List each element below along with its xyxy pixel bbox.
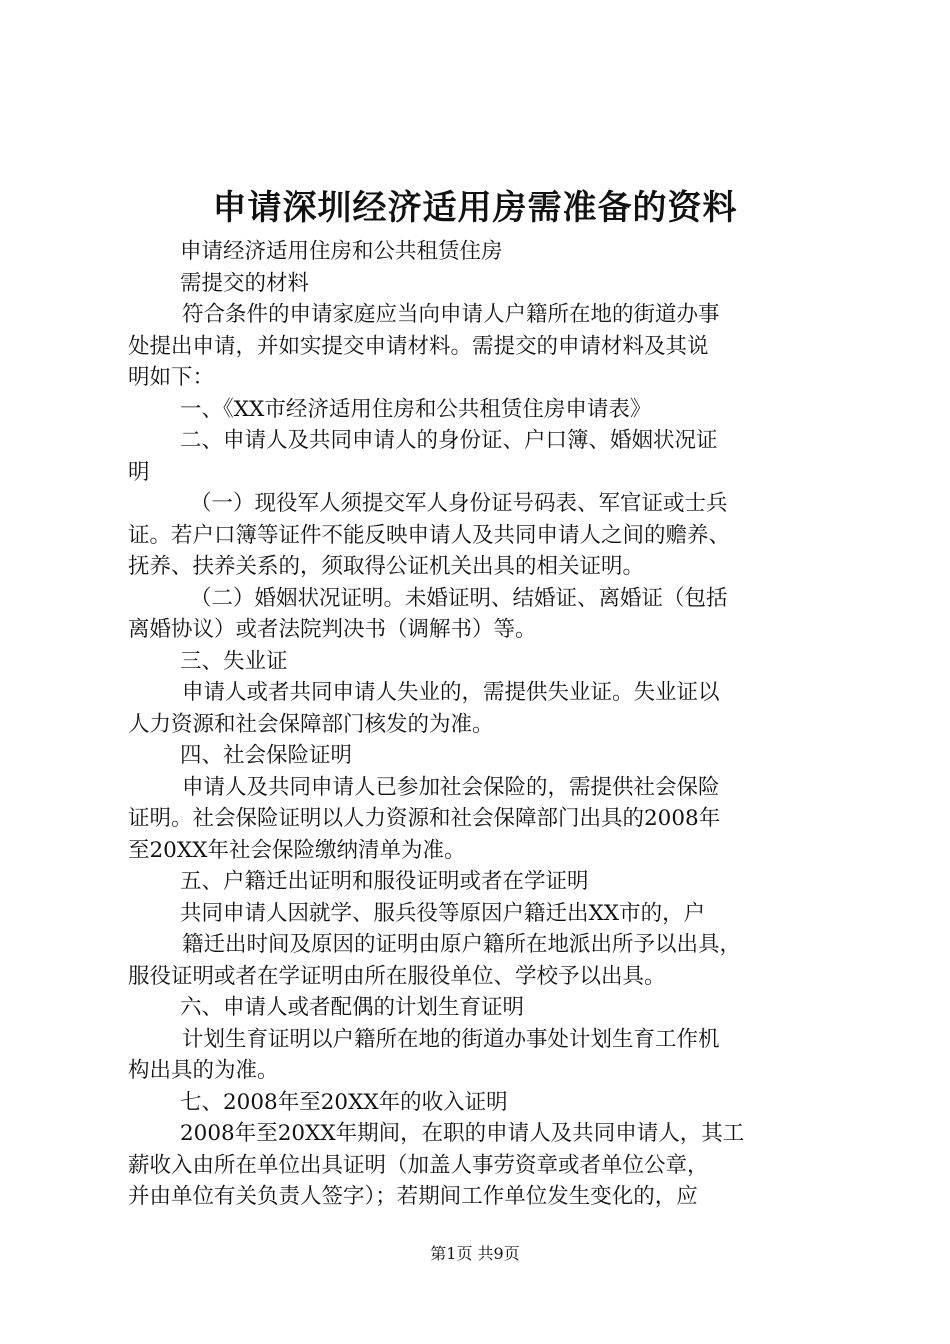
- text-line: 符合条件的申请家庭应当向申请人户籍所在地的街道办事: [182, 302, 720, 327]
- document-title: 申请深圳经济适用房需准备的资料: [212, 188, 738, 228]
- text-line: 需提交的材料: [180, 270, 310, 296]
- text-line: 籍迁出时间及原因的证明由原户籍所在地派出所予以出具，: [182, 932, 742, 957]
- text-line: 证。若户口簿等证件不能反映申请人及共同申请人之间的赡养、: [128, 522, 731, 548]
- text-line: 二、申请人及共同申请人的身份证、户口簿、婚姻状况证: [180, 428, 718, 453]
- text-line: 申请人及共同申请人已参加社会保险的，需提供社会保险: [182, 774, 720, 800]
- page-number: 第1页 共9页: [430, 1244, 520, 1263]
- text-line: 明: [128, 459, 150, 485]
- text-line: 薪收入由所在单位出具证明（加盖人事劳资章或者单位公章，: [128, 1152, 709, 1178]
- text-line: 申请经济适用住房和公共租赁住房: [180, 239, 503, 264]
- text-line: 人力资源和社会保障部门核发的为准。: [128, 711, 494, 737]
- text-line: 七、2008年至20XX年的收入证明: [180, 1089, 508, 1115]
- text-line: 构出具的为准。: [128, 1058, 279, 1083]
- text-line: 2008年至20XX年期间，在职的申请人及共同申请人，其工: [180, 1121, 745, 1146]
- text-line: （一）现役军人须提交军人身份证号码表、军官证或士兵: [190, 491, 728, 516]
- text-line: 五、户籍迁出证明和服役证明或者在学证明: [180, 869, 589, 894]
- text-line: 计划生育证明以户籍所在地的街道办事处计划生育工作机: [182, 1026, 720, 1052]
- text-line: 六、申请人或者配偶的计划生育证明: [180, 995, 525, 1020]
- text-line: 至20XX年社会保险缴纳清单为准。: [128, 837, 466, 863]
- document-body: [128, 236, 840, 1213]
- text-line: 四、社会保险证明: [180, 743, 353, 768]
- text-line: 处提出申请，并如实提交申请材料。需提交的申请材料及其说: [128, 333, 709, 359]
- text-line: 明如下：: [128, 365, 215, 390]
- text-line: 并由单位有关负责人签字）；若期间工作单位发生变化的，应: [128, 1184, 698, 1209]
- text-line: （二）婚姻状况证明。未婚证明、结婚证、离婚证（包括: [190, 585, 728, 611]
- text-line: 离婚协议）或者法院判决书（调解书）等。: [128, 617, 537, 642]
- text-line: 服役证明或者在学证明由所在服役单位、学校予以出具。: [128, 963, 666, 989]
- text-line: 共同申请人因就学、服兵役等原因户籍迁出XX市的，户: [180, 900, 706, 926]
- text-line: 申请人或者共同申请人失业的，需提供失业证。失业证以: [182, 680, 720, 705]
- text-line: 抚养、扶养关系的，须取得公证机关出具的相关证明。: [128, 554, 645, 579]
- text-line: 一、《XX市经济适用住房和公共租赁住房申请表》: [180, 396, 652, 422]
- text-line: 三、失业证: [180, 648, 288, 674]
- text-line: 证明。社会保险证明以人力资源和社会保障部门出具的2008年: [128, 806, 721, 831]
